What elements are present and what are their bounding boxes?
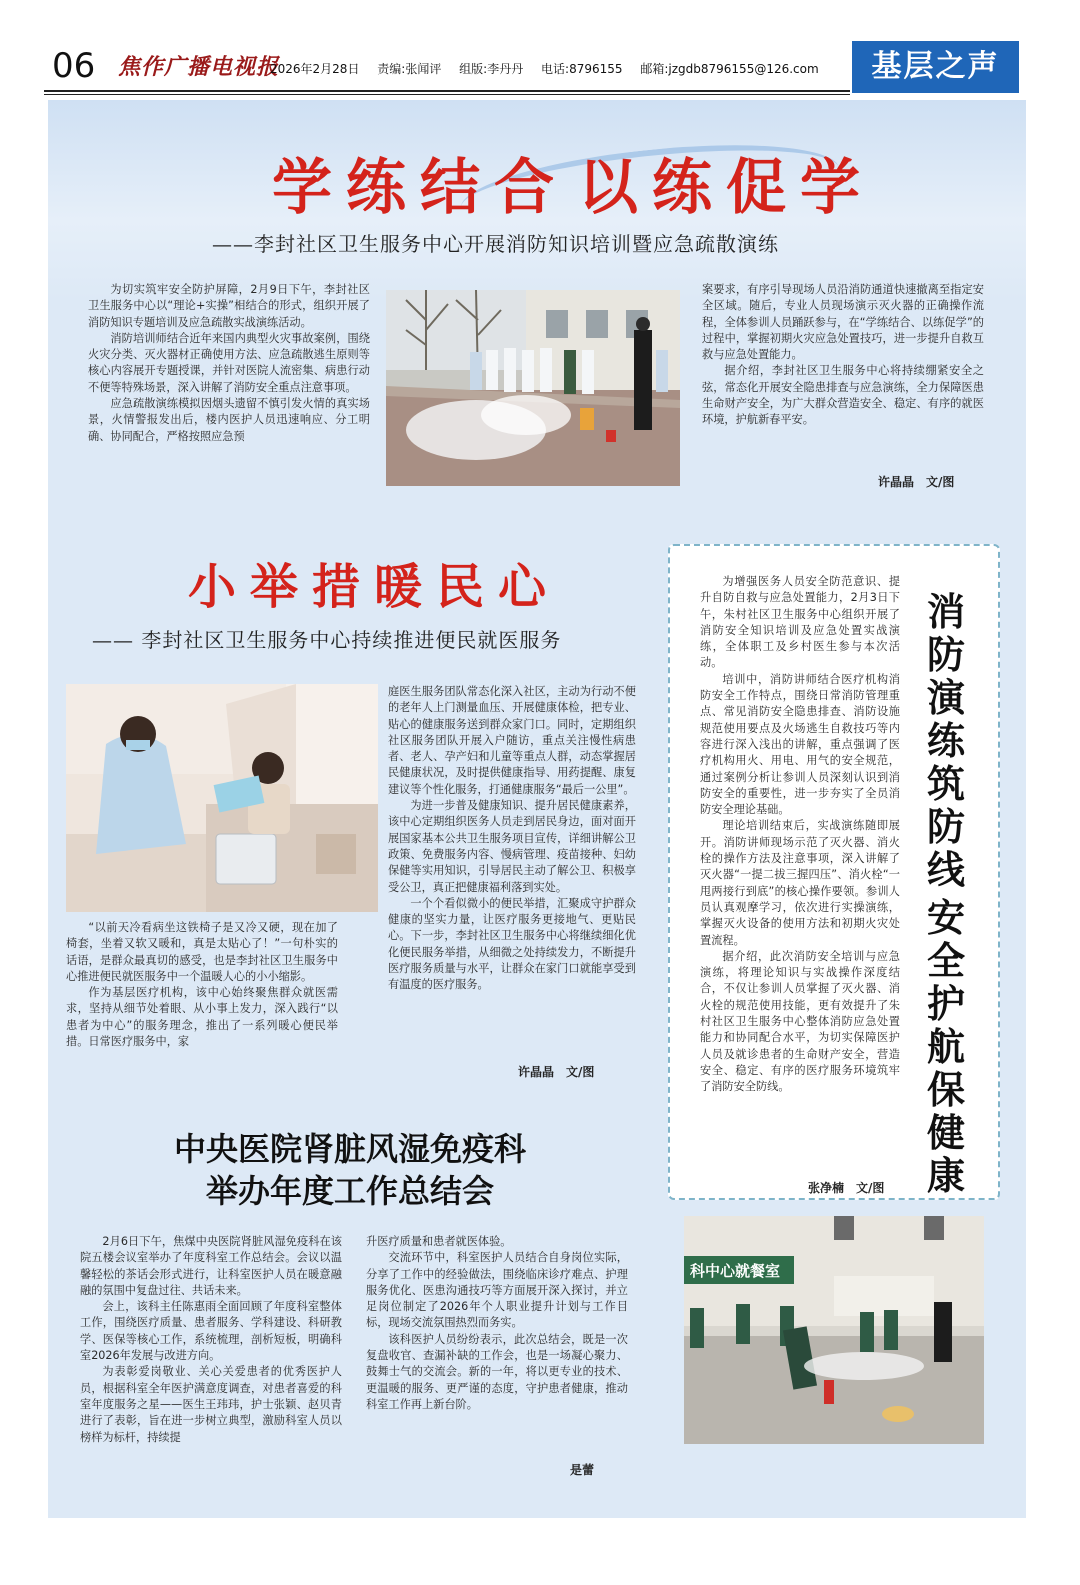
article4-byline: 是蕾 <box>570 1463 595 1477</box>
masthead-rule <box>44 90 850 92</box>
paragraph: 为增强医务人员安全防范意识、提升自防自救与应急处置能力，2月3日下午，朱村社区卫生服务中心组织开展了消防安全知识培训及应急处置实战演练，全体职工及乡村医生参与本次活动。 <box>700 575 900 670</box>
paragraph: 据介绍，李封社区卫生服务中心将持续绷紧安全之弦，常态化开展安全隐患排查与应急演练，全力保障医患生命财产安全，为广大群众营造安全、稳定、有序的就医环境，护航新春平安。 <box>702 364 984 427</box>
canteen-sign: 科中心就餐室 <box>690 1262 781 1280</box>
article3-byline: 张净楠 文/图 <box>808 1181 885 1195</box>
paragraph: 一个个看似微小的便民举措，汇聚成守护群众健康的坚实力量，让医疗服务更接地气、更贴民心。下一步，李封社区卫生服务中心将继续细化优化便民服务举措，从细微之处持续发力，不断提升医疗服务质量与水平，让群众在家门口就能享受到有温度的医疗服务。 <box>388 896 636 992</box>
phone-number: 电话:8796155 <box>541 62 623 76</box>
article1-title-part1: 学练结合 <box>272 153 568 223</box>
article4-column-2 <box>366 1234 628 1413</box>
paragraph: 交流环节中，科室医护人员结合自身岗位实际，分享了工作中的经验做法，围绕临床诊疗难点、护理服务优化、医患沟通技巧等方面展开深入探讨，并立足岗位制定了2026年个人职业提升计划与工作目标，现场交流氛围热烈而务实。 <box>366 1251 628 1330</box>
article4-column-1 <box>80 1234 342 1446</box>
paragraph: 为表彰爱岗敬业、关心关爱患者的优秀医护人员，根据科室全年医护满意度调查，对患者喜爱的科室年度服务之星——医生王玮玮，护士张颖、赵贝青进行了表彰，旨在进一步树立典型，激励科室人员以榜样为标杆，持续提 <box>80 1365 342 1444</box>
article2-column-1 <box>66 920 338 1050</box>
extinguisher-photo <box>684 1216 984 1444</box>
section-tag: 基层之声 <box>852 41 1019 93</box>
article2-byline: 许晶晶 文/图 <box>518 1065 595 1079</box>
paragraph: 庭医生服务团队常态化深入社区，主动为行动不便的老年人上门测量血压、开展健康体检，把专业、贴心的健康服务送到群众家门口。同时，定期组织社区服务团队开展入户随访，重点关注慢性病患者、老人、孕产妇和儿童等重点人群，动态掌握居民健康状况，及时提供健康指导、用药提醒、康复建议等个性化服务，打通健康服务“最后一公里”。 <box>388 685 636 796</box>
paragraph: 2月6日下午，焦煤中央医院肾脏风湿免疫科在该院五楼会议室举办了年度科室工作总结会。会议以温馨轻松的茶话会形式进行，让科室医护人员在暖意融融的氛围中复盘过往、共话未来。 <box>80 1235 342 1297</box>
fire-drill-photo <box>386 290 680 486</box>
editor-credit: 责编:张闻评 <box>377 62 442 76</box>
paragraph: 据介绍，此次消防安全培训与应急演练，将理论知识与实战操作深度结合，不仅让参训人员掌握了灭火器、消火栓的规范使用技能，更有效提升了朱村社区卫生服务中心整体消防应急处置能力和协同配合水平，为切实保障医护人员及就诊患者的生命财产安全，营造安全、稳定、有序的医疗服务环境筑牢了消防安全防线。 <box>700 949 900 1094</box>
paragraph: 消防培训师结合近年来国内典型火灾事故案例，围绕火灾分类、灭火器材正确使用方法、应急疏散逃生原则等核心内容展开专题授课，并针对医院人流密集、病患行动不便等特殊场景，深入讲解了消防安全重点注意事项。 <box>88 331 370 394</box>
article1-column-1 <box>88 282 370 445</box>
page-number: 06 <box>52 46 96 86</box>
article4-title <box>90 1128 610 1212</box>
article3-body <box>700 574 900 1096</box>
article2-column-2 <box>388 684 636 994</box>
article2-photo-clinic <box>66 684 378 912</box>
paragraph: 案要求，有序引导现场人员沿消防通道快速撤离至指定安全区域。随后，专业人员现场演示灭火器的正确操作流程，全体参训人员踊跃参与，在“学练结合、以练促学”的过程中，掌握初期火灾应急处置技巧，进一步提升自救互救与应急处置能力。 <box>702 283 984 362</box>
paragraph: “以前天冷看病坐这铁椅子是又冷又硬，现在加了椅套，坐着又软又暖和，真是太贴心了！”一句朴实的话语，是群众最真切的感受，也是李封社区卫生服务中心推进便民就医服务中一个温暖人心的小小缩影。 <box>66 921 338 983</box>
article2-subtitle: —— 李封社区卫生服务中心持续推进便民就医服务 <box>92 628 562 652</box>
email-address: 邮箱:jzgdb8796155@126.com <box>640 62 819 76</box>
masthead-info <box>270 60 833 77</box>
article1-byline: 许晶晶 文/图 <box>878 475 955 489</box>
article1-photo-fire-drill <box>386 290 680 486</box>
article3-photo-extinguisher-drill <box>684 1216 984 1444</box>
clinic-photo <box>66 684 378 912</box>
paragraph: 培训中，消防讲师结合医疗机构消防安全工作特点，围绕日常消防管理重点、常见消防安全隐患排查、消防设施规范使用要点及火场逃生自救技巧等内容进行深入浅出的讲解，重点强调了医疗机构用火、用电、用气的安全规范，通过案例分析让参训人员深刻认识到消防安全的重要性，进一步夯实了全员消防安全理论基础。 <box>700 672 900 817</box>
masthead-rule-thin <box>44 94 850 95</box>
article4-title-line1: 中央医院肾脏风湿免疫科 <box>173 1130 526 1168</box>
newspaper-logo: 焦作广播电视报 <box>118 54 280 80</box>
article3-title-column-1: 消防演练筑防线 <box>926 589 965 892</box>
paragraph: 为切实筑牢安全防护屏障，2月9日下午，李封社区卫生服务中心以“理论+实操”相结合的形式，组织开展了消防知识专题培训及应急疏散实战演练活动。 <box>88 283 370 329</box>
article2-title: 小举措暖民心 <box>188 559 561 615</box>
article4-title-line2: 举办年度工作总结会 <box>205 1172 494 1210</box>
paragraph: 理论培训结束后，实战演练随即展开。消防讲师现场示范了灭火器、消火栓的操作方法及注意事项，深入讲解了灭火器“一提二拔三握四压”、消火栓“一甩两接行到底”的核心操作要领。参训人员认真观摩学习，依次进行实操演练，掌握灭火设备的使用方法和初期火灾处置流程。 <box>700 819 900 947</box>
paragraph: 作为基层医疗机构，该中心始终聚焦群众就医需求，坚持从细节处着眼、从小事上发力，深入践行“以患者为中心”的服务理念，推出了一系列暖心便民举措。日常医疗服务中，家 <box>66 986 338 1049</box>
paragraph: 会上，该科主任陈惠雨全面回顾了年度科室整体工作，围绕医疗质量、患者服务、学科建设、科研教学、医保等核心工作，系统梳理，剖析短板，明确科室2026年发展与改进方向。 <box>80 1300 342 1363</box>
article3-title-column-2: 安全护航保健康 <box>926 895 965 1198</box>
article1-column-3 <box>702 282 984 429</box>
paragraph: 升医疗质量和患者就医体验。 <box>366 1235 512 1248</box>
paragraph: 该科医护人员纷纷表示，此次总结会，既是一次复盘收官、查漏补缺的工作会，也是一场凝心聚力、鼓舞士气的交流会。新的一年，将以更专业的技术、更温暖的服务、更严谨的态度，守护患者健康，推动科室工作再上新台阶。 <box>366 1332 628 1411</box>
article1-subtitle: ——李封社区卫生服务中心开展消防知识培训暨应急疏散演练 <box>212 232 779 256</box>
paragraph: 应急疏散演练模拟因烟头遗留不慎引发火情的真实场景，火情警报发出后，楼内医护人员迅速响应、分工明确、协同配合，严格按照应急预 <box>88 397 370 443</box>
paragraph: 为进一步普及健康知识、提升居民健康素养，该中心定期组织医务人员走到居民身边，面对面开展国家基本公共卫生服务项目宣传，详细讲解公卫政策、免费服务内容、慢病管理、疫苗接种、妇幼保健等实用知识，引导居民主动了解公卫、积极享受公卫，真正把健康福利落到实处。 <box>388 799 636 894</box>
article1-title-part2: 以练促学 <box>578 153 874 223</box>
layout-credit: 组版:李丹丹 <box>459 62 524 76</box>
issue-date: 2026年2月28日 <box>270 62 360 76</box>
